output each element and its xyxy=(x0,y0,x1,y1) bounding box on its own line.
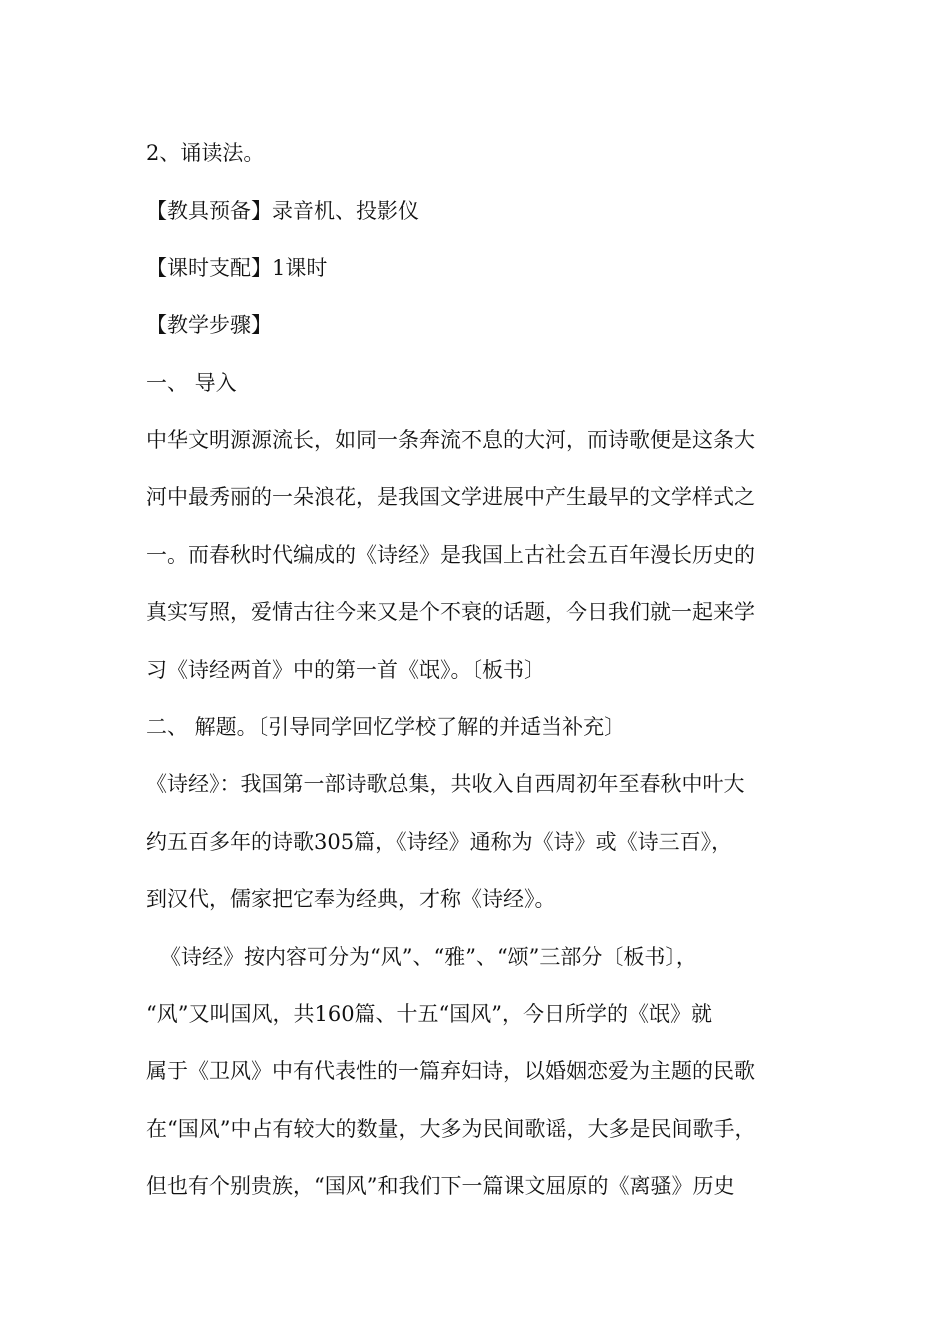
paragraph-line: 《诗经》按内容可分为“风”、“雅”、“颂”三部分〔板书〕， xyxy=(160,945,697,969)
section-title-explanation-heading: 二、 解题。〔引导同学回忆学校了解的并适当补充〕 xyxy=(146,715,626,739)
paragraph-line: 《诗经》：我国第一部诗歌总集，共收入自西周初年至春秋中叶大 xyxy=(146,772,745,796)
teaching-tools: 【教具预备】录音机、投影仪 xyxy=(146,199,419,223)
paragraph-line: 在“国风”中占有较大的数量，大多为民间歌谣，大多是民间歌手， xyxy=(146,1117,756,1141)
class-hours: 【课时支配】1课时 xyxy=(146,256,328,280)
paragraph-line: 约五百多年的诗歌305篇，《诗经》通称为《诗》或《诗三百》， xyxy=(146,830,733,854)
paragraph-line: 河中最秀丽的一朵浪花，是我国文学进展中产生最早的文学样式之 xyxy=(146,485,755,509)
paragraph-line: 属于《卫风》中有代表性的一篇弃妇诗，以婚姻恋爱为主题的民歌 xyxy=(146,1059,755,1083)
teaching-steps-heading: 【教学步骤】 xyxy=(146,313,272,337)
paragraph-line: “风”又叫国风，共160篇、十五“国风”，今日所学的《氓》就 xyxy=(146,1002,713,1026)
section-introduction-heading: 一、 导入 xyxy=(146,371,237,395)
paragraph-line: 中华文明源源流长，如同一条奔流不息的大河，而诗歌便是这条大 xyxy=(146,428,755,452)
paragraph-line: 一。而春秋时代编成的《诗经》是我国上古社会五百年漫长历史的 xyxy=(146,543,755,567)
paragraph-line: 到汉代，儒家把它奉为经典，才称《诗经》。 xyxy=(146,887,556,911)
paragraph-line: 但也有个别贵族，“国风”和我们下一篇课文屈原的《离骚》历史 xyxy=(146,1174,735,1198)
method-recitation: 2、诵读法。 xyxy=(146,141,265,165)
paragraph-line: 真实写照，爱情古往今来又是个不衰的话题，今日我们就一起来学 xyxy=(146,600,755,624)
paragraph-line: 习《诗经两首》中的第一首《氓》。〔板书〕 xyxy=(146,658,545,682)
